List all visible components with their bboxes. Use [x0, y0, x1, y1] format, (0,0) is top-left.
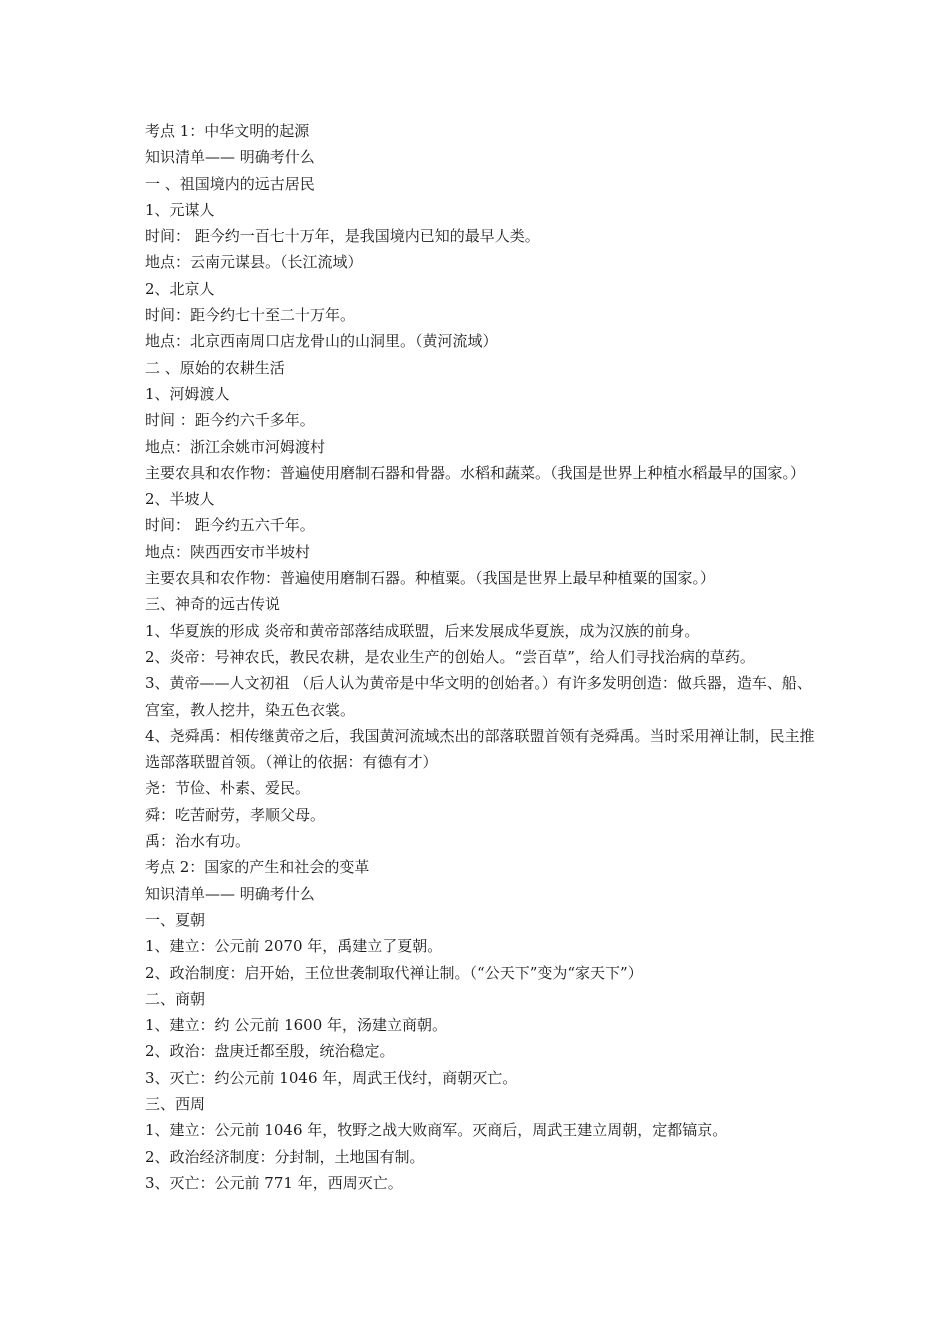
text-line: 1、建立：公元前 2070 年，禹建立了夏朝。: [145, 937, 443, 956]
subsection-heading: 三、西周: [145, 1094, 206, 1113]
text-line: 2、炎帝：号神农氏，教民农耕，是农业生产的创始人。“尝百草”，给人们寻找治病的草药。: [145, 647, 755, 666]
text-line: 1、华夏族的形成 炎帝和黄帝部落结成联盟，后来发展成华夏族，成为汉族的前身。: [145, 621, 700, 640]
subsection-heading: 二、商朝: [145, 989, 206, 1008]
text-paragraph: 3、黄帝——人文初祖 （后人认为黄帝是中华文明的创始者。）有许多发明创造：做兵器，造车、船、宫室，教人挖井，染五色衣裳。: [145, 674, 812, 719]
text-line: 地点：北京西南周口店龙骨山的山洞里。（黄河流域）: [145, 332, 498, 351]
subsection-heading: 一、夏朝: [145, 910, 206, 929]
text-line: 时间 ：距今约六千多年。: [145, 411, 315, 430]
text-line: 3、灭亡：公元前 771 年，西周灭亡。: [145, 1173, 403, 1192]
document-page: [145, 118, 820, 1196]
text-line: 地点：云南元谋县。（长江流域）: [145, 253, 363, 272]
subheading: 知识清单—— 明确考什么: [145, 148, 315, 167]
text-line: 舜：吃苦耐劳，孝顺父母。: [145, 805, 326, 824]
text-line: 时间： 距今约五六千年。: [145, 516, 315, 535]
subsection-heading: 二 、原始的农耕生活: [145, 358, 285, 377]
text-line: 1、建立：公元前 1046 年，牧野之战大败商军。灭商后，周武王建立周朝，定都镐京。: [145, 1121, 728, 1140]
text-line: 主要农具和农作物：普遍使用磨制石器。种植粟。（我国是世界上最早种植粟的国家。）: [145, 569, 716, 588]
text-line: 2、政治经济制度：分封制，土地国有制。: [145, 1147, 425, 1166]
section-heading: 考点 1：中华文明的起源: [145, 122, 310, 140]
text-paragraph: 主要农具和农作物：普遍使用磨制石器和骨器。水稻和蔬菜。（我国是世界上种植水稻最早的国家。）: [145, 463, 806, 482]
text-line: 时间：距今约七十至二十万年。: [145, 306, 356, 325]
subsection-heading: 一 、祖国境内的远古居民: [145, 174, 315, 193]
subsection-heading: 三、神奇的远古传说: [145, 595, 281, 614]
text-line: 时间： 距今约一百七十万年，是我国境内已知的最早人类。: [145, 227, 540, 246]
text-line: 3、灭亡：约公元前 1046 年，周武王伐纣，商朝灭亡。: [145, 1068, 518, 1087]
item-heading: 1、河姆渡人: [145, 384, 230, 403]
text-line: 地点：浙江余姚市河姆渡村: [145, 437, 326, 456]
text-line: 2、政治制度：启开始，王位世袭制取代禅让制。（“公天下”变为“家天下”）: [145, 963, 643, 982]
subheading: 知识清单—— 明确考什么: [145, 884, 315, 903]
item-heading: 1、元谋人: [145, 200, 215, 219]
item-heading: 2、北京人: [145, 279, 215, 298]
text-line: 1、建立：约 公元前 1600 年，汤建立商朝。: [145, 1016, 448, 1035]
item-heading: 2、半坡人: [145, 490, 215, 509]
text-line: 2、政治：盘庚迁都至殷，统治稳定。: [145, 1042, 395, 1061]
text-paragraph: 4、尧舜禹：相传继黄帝之后，我国黄河流域杰出的部落联盟首领有尧舜禹。当时采用禅让制，民主推选部落联盟首领。（禅让的依据：有德有才）: [145, 726, 815, 772]
text-line: 地点：陕西西安市半坡村: [145, 542, 311, 561]
text-line: 尧：节俭、朴素、爱民。: [145, 779, 311, 798]
text-line: 禹：治水有功。: [145, 832, 251, 851]
section-heading: 考点 2：国家的产生和社会的变革: [145, 858, 370, 877]
